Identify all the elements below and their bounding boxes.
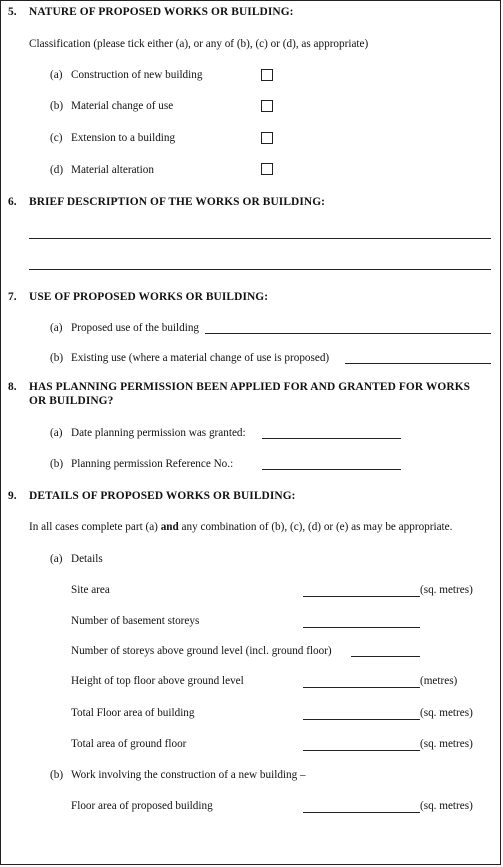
planning-ref-label: (b) [50,458,64,470]
section-9-title: DETAILS OF PROPOSED WORKS OR BUILDING: [29,490,296,502]
storeys-above-ground-label: Number of storeys above ground level (incl. ground floor) [71,645,332,657]
checkbox-construction-new-building[interactable] [261,69,273,81]
planning-date-label: (a) [50,427,63,439]
section-7-number: 7. [8,291,17,303]
proposed-use-label: (a) [50,322,63,334]
section-9-number: 9. [8,490,17,502]
existing-use-label: (b) [50,352,64,364]
item-c-label: (c) [50,132,63,144]
site-area-unit: (sq. metres) [420,584,473,596]
planning-date-text: Date planning permission was granted: [71,427,246,439]
new-building-label: (b) [50,769,64,781]
storeys-above-ground-field[interactable] [351,656,420,657]
section-6-title: BRIEF DESCRIPTION OF THE WORKS OR BUILDING: [29,196,326,208]
new-building-text: Work involving the construction of a new building – [71,769,306,781]
planning-ref-field[interactable] [262,469,401,470]
ground-floor-area-unit: (sq. metres) [420,738,473,750]
item-b-text: Material change of use [71,100,174,112]
details-text: Details [71,553,103,565]
proposed-floor-area-unit: (sq. metres) [420,800,473,812]
ground-floor-area-field[interactable] [303,750,420,751]
basement-storeys-field[interactable] [303,627,420,628]
section-5-intro: Classification (please tick either (a), or any of (b), (c) or (d), as appropriate) [29,38,369,50]
section-7-title: USE OF PROPOSED WORKS OR BUILDING: [29,291,269,303]
section-6-number: 6. [8,196,17,208]
description-line-1[interactable] [29,238,491,239]
existing-use-field[interactable] [345,363,491,364]
site-area-label: Site area [71,584,110,596]
planning-date-field[interactable] [262,438,401,439]
section-8-number: 8. [8,381,17,393]
checkbox-material-alteration[interactable] [261,163,273,175]
description-line-2[interactable] [29,269,491,270]
proposed-use-field[interactable] [205,333,491,334]
existing-use-text: Existing use (where a material change of use is proposed) [71,352,330,364]
section-8-title-line2: OR BUILDING? [29,395,114,407]
item-d-label: (d) [50,164,64,176]
section-9-intro: In all cases complete part (a) and any combination of (b), (c), (d) or (e) as may be appropriate. [29,521,453,533]
proposed-floor-area-label: Floor area of proposed building [71,800,213,812]
proposed-use-text: Proposed use of the building [71,322,200,334]
total-floor-area-label: Total Floor area of building [71,707,195,719]
section-5-number: 5. [8,6,17,18]
item-b-label: (b) [50,100,64,112]
item-d-text: Material alteration [71,164,154,176]
planning-ref-text: Planning permission Reference No.: [71,458,234,470]
basement-storeys-label: Number of basement storeys [71,615,200,627]
proposed-floor-area-field[interactable] [303,812,420,813]
section-8-title-line1: HAS PLANNING PERMISSION BEEN APPLIED FOR AND GRANTED FOR WORKS [29,381,471,393]
site-area-field[interactable] [303,596,420,597]
item-c-text: Extension to a building [71,132,176,144]
ground-floor-area-label: Total area of ground floor [71,738,187,750]
section-5-title: NATURE OF PROPOSED WORKS OR BUILDING: [29,6,294,18]
top-floor-height-unit: (metres) [420,675,458,687]
details-label: (a) [50,553,63,565]
item-a-text: Construction of new building [71,69,203,81]
checkbox-material-change-of-use[interactable] [261,100,273,112]
item-a-label: (a) [50,69,63,81]
total-floor-area-field[interactable] [303,719,420,720]
checkbox-extension-to-building[interactable] [261,132,273,144]
total-floor-area-unit: (sq. metres) [420,707,473,719]
top-floor-height-label: Height of top floor above ground level [71,675,244,687]
top-floor-height-field[interactable] [303,687,420,688]
